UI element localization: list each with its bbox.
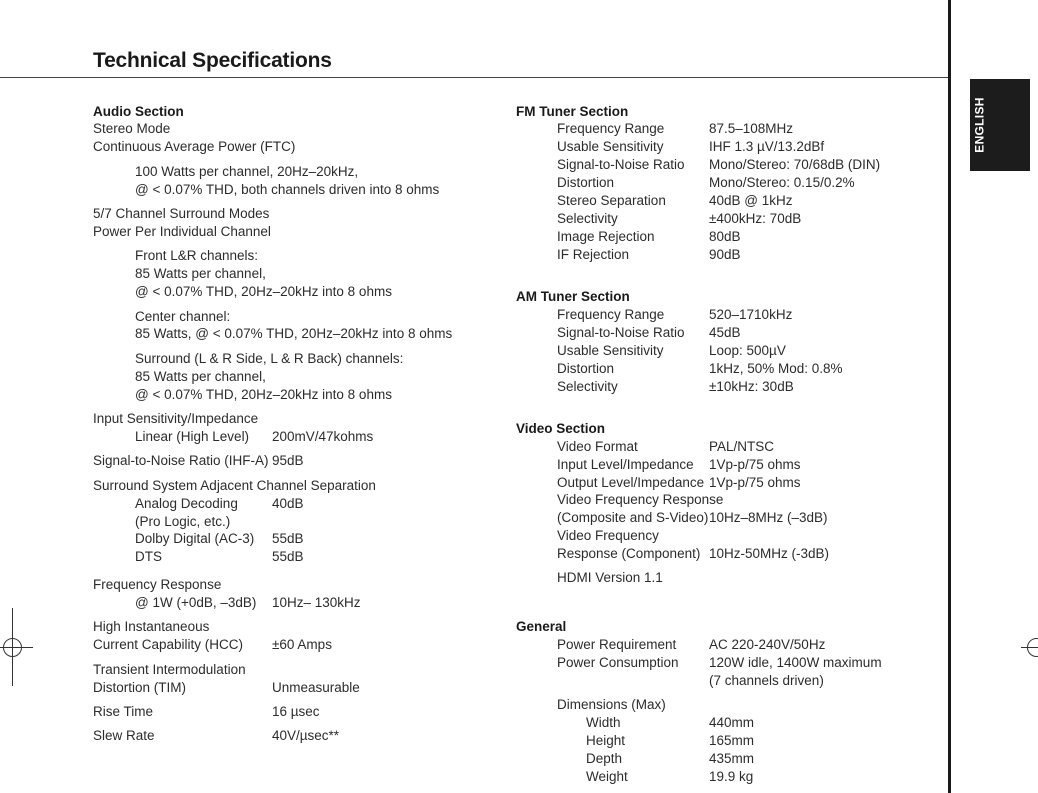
video-freq-component-label: Video Frequency	[557, 528, 659, 543]
tim-label: Transient Intermodulation	[93, 662, 246, 677]
fm-spec-label: Frequency Range	[557, 121, 665, 136]
width-value: 440mm	[709, 715, 755, 730]
analog-decoding-note: (Pro Logic, etc.)	[135, 514, 231, 529]
linear-level-label: Linear (High Level)	[135, 429, 250, 444]
language-tab-label-wrap	[970, 79, 990, 171]
power-requirement-value: AC 220-240V/50Hz	[709, 637, 826, 652]
am-spec-label: Signal-to-Noise Ratio	[557, 325, 685, 340]
power-per-channel-label: Power Per Individual Channel	[93, 224, 271, 239]
hcc-value: ±60 Amps	[272, 637, 332, 652]
registration-mark-left-icon	[3, 638, 22, 657]
surround-channels-value: @ < 0.07% THD, 20Hz–20kHz into 8 ohms	[135, 387, 392, 402]
fm-spec-label: Usable Sensitivity	[557, 139, 664, 154]
fm-spec-label: IF Rejection	[557, 247, 630, 262]
hdmi-version: HDMI Version 1.1	[557, 570, 663, 585]
fm-spec-label: Selectivity	[557, 211, 618, 226]
fm-spec-value: ±400kHz: 70dB	[709, 211, 802, 226]
front-channels-value: 85 Watts per channel,	[135, 266, 266, 281]
channel-separation-label: Surround System Adjacent Channel Separation	[93, 478, 376, 493]
am-spec-value: 520–1710kHz	[709, 307, 793, 322]
fm-spec-value: 40dB @ 1kHz	[709, 193, 793, 208]
frequency-response-condition: @ 1W (+0dB, –3dB)	[135, 595, 257, 610]
tim-value: Unmeasurable	[272, 680, 360, 695]
slew-rate-label: Slew Rate	[93, 728, 155, 743]
power-consumption-note: (7 channels driven)	[709, 673, 824, 688]
stereo-mode-label: Stereo Mode	[93, 121, 171, 136]
am-spec-label: Selectivity	[557, 379, 618, 394]
video-freq-component-label: Response (Component)	[557, 546, 701, 561]
video-output-value: 1Vp-p/75 ohms	[709, 475, 801, 490]
surround-channels-value: 85 Watts per channel,	[135, 369, 266, 384]
analog-decoding-label: Analog Decoding	[135, 496, 238, 511]
general-section-heading: General	[516, 619, 567, 634]
am-spec-value: 1kHz, 50% Mod: 0.8%	[709, 361, 843, 376]
continuous-power-line: @ < 0.07% THD, both channels driven into 8 ohms	[135, 182, 440, 197]
dimensions-label: Dimensions (Max)	[557, 697, 666, 712]
surround-modes-label: 5/7 Channel Surround Modes	[93, 206, 270, 221]
video-input-label: Input Level/Impedance	[557, 457, 694, 472]
am-spec-label: Frequency Range	[557, 307, 665, 322]
fm-spec-value: IHF 1.3 µV/13.2dBf	[709, 139, 825, 154]
power-consumption-label: Power Consumption	[557, 655, 679, 670]
surround-channels-label: Surround (L & R Side, L & R Back) channels:	[135, 351, 404, 366]
width-label: Width	[586, 715, 621, 730]
continuous-power-line: 100 Watts per channel, 20Hz–20kHz,	[135, 164, 359, 179]
height-label: Height	[586, 733, 626, 748]
center-channel-value: 85 Watts, @ < 0.07% THD, 20Hz–20kHz into 8 ohms	[135, 326, 453, 341]
am-section-heading: AM Tuner Section	[516, 289, 630, 304]
rise-time-value: 16 µsec	[272, 704, 320, 719]
continuous-power-label: Continuous Average Power (FTC)	[93, 139, 296, 154]
language-tab-label: ENGLISH	[973, 97, 988, 153]
fm-spec-label: Signal-to-Noise Ratio	[557, 157, 685, 172]
depth-label: Depth	[586, 751, 623, 766]
weight-value: 19.9 kg	[709, 769, 754, 784]
slew-rate-value: 40V/µsec**	[272, 728, 340, 743]
video-freq-component-value: 10Hz-50MHz (-3dB)	[709, 546, 830, 561]
dts-label: DTS	[135, 549, 162, 564]
video-freq-response-label: Video Frequency Response	[557, 492, 724, 507]
power-consumption-value: 120W idle, 1400W maximum	[709, 655, 882, 670]
height-value: 165mm	[709, 733, 755, 748]
video-output-label: Output Level/Impedance	[557, 475, 705, 490]
fm-spec-value: Mono/Stereo: 0.15/0.2%	[709, 175, 855, 190]
hcc-label: Current Capability (HCC)	[93, 637, 244, 652]
page-title: Technical Specifications	[93, 49, 332, 72]
registration-mark-right-icon	[1027, 638, 1038, 657]
am-spec-label: Usable Sensitivity	[557, 343, 664, 358]
input-sensitivity-label: Input Sensitivity/Impedance	[93, 411, 259, 426]
rise-time-label: Rise Time	[93, 704, 154, 719]
fm-spec-value: Mono/Stereo: 70/68dB (DIN)	[709, 157, 881, 172]
fm-spec-label: Image Rejection	[557, 229, 655, 244]
video-format-value: PAL/NTSC	[709, 439, 775, 454]
video-freq-response-value: 10Hz–8MHz (–3dB)	[709, 510, 828, 525]
am-spec-value: Loop: 500µV	[709, 343, 786, 358]
hcc-label: High Instantaneous	[93, 619, 210, 634]
front-channels-label: Front L&R channels:	[135, 248, 259, 263]
dts-value: 55dB	[272, 549, 304, 564]
fm-spec-value: 90dB	[709, 247, 741, 262]
fm-spec-value: 87.5–108MHz	[709, 121, 794, 136]
depth-value: 435mm	[709, 751, 755, 766]
front-channels-value: @ < 0.07% THD, 20Hz–20kHz into 8 ohms	[135, 284, 392, 299]
fm-spec-label: Distortion	[557, 175, 615, 190]
tim-label: Distortion (TIM)	[93, 680, 187, 695]
center-channel-label: Center channel:	[135, 309, 231, 324]
video-freq-response-label: (Composite and S-Video)	[557, 510, 709, 525]
frequency-response-label: Frequency Response	[93, 577, 222, 592]
am-spec-value: 45dB	[709, 325, 741, 340]
weight-label: Weight	[586, 769, 628, 784]
video-format-label: Video Format	[557, 439, 638, 454]
am-spec-label: Distortion	[557, 361, 615, 376]
dolby-digital-label: Dolby Digital (AC-3)	[135, 531, 255, 546]
fm-section-heading: FM Tuner Section	[516, 104, 629, 119]
fm-spec-value: 80dB	[709, 229, 741, 244]
fm-spec-label: Stereo Separation	[557, 193, 666, 208]
dolby-digital-value: 55dB	[272, 531, 304, 546]
snr-label: Signal-to-Noise Ratio (IHF-A)	[93, 453, 269, 468]
video-input-value: 1Vp-p/75 ohms	[709, 457, 801, 472]
power-requirement-label: Power Requirement	[557, 637, 677, 652]
frequency-response-value: 10Hz– 130kHz	[272, 595, 361, 610]
page-edge-rule	[948, 0, 951, 793]
snr-value: 95dB	[272, 453, 304, 468]
video-section-heading: Video Section	[516, 421, 606, 436]
title-divider	[0, 77, 950, 78]
audio-section-heading: Audio Section	[93, 104, 184, 119]
am-spec-value: ±10kHz: 30dB	[709, 379, 794, 394]
linear-level-value: 200mV/47kohms	[272, 429, 374, 444]
analog-decoding-value: 40dB	[272, 496, 304, 511]
